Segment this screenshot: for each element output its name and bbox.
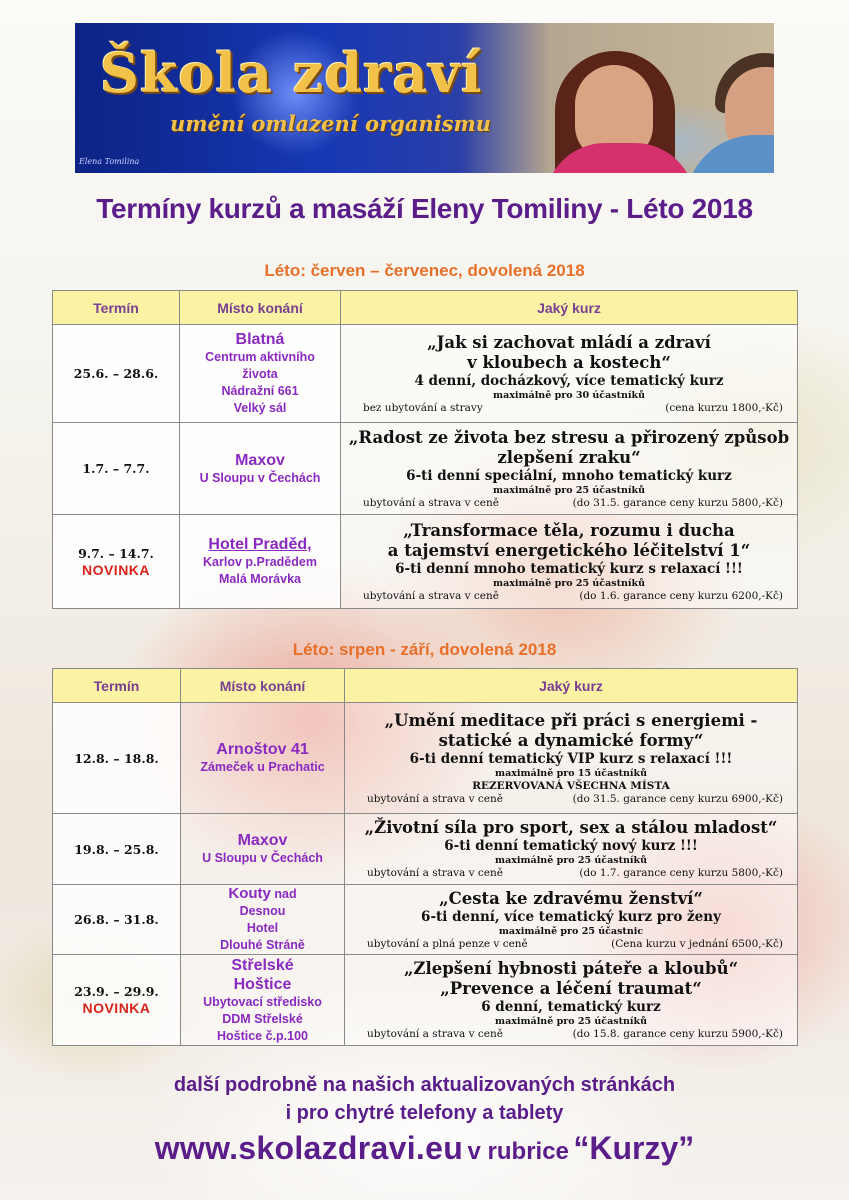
header-term: Termín [53,291,180,325]
website-link[interactable]: www.skolazdravi.eu [154,1130,464,1166]
course-type: 6 denní, tematický kurz [481,999,661,1015]
course-type: 6-ti denní speciální, mnoho tematický kurz [406,467,732,484]
course-capacity: maximálně pro 25 účastníků [493,484,645,496]
table-row [53,515,798,609]
course-cell [345,955,798,1046]
course-price: (do 1.7. garance ceny kurzu 5800,-Kč) [579,867,783,879]
page-title: Termíny kurzů a masáží Eleny Tomiliny - Léto 2018 [96,193,753,224]
footer-line-1: další podrobně na našich aktualizovaných stránkách [173,1074,676,1096]
place-main: Hotel Praděd, [208,536,312,553]
place-line: Velký sál [233,401,287,415]
term-text: 26.8. – 31.8. [74,912,159,927]
table-row [53,423,798,515]
logo-title: Škola zdraví [100,41,483,105]
place-main-name: Kouty [228,885,271,902]
place-line: DDM Střelské [222,1011,303,1026]
course-title-line: „Transformace těla, rozumu i ducha [403,520,735,540]
logo-subtitle: umění omlazení organismu [170,111,491,136]
header-course: Jaký kurz [341,291,798,325]
course-capacity: maximálně pro 25 účastníků [495,855,647,866]
place-main: Blatná [235,331,285,348]
course-capacity: maximálně pro 25 účastníků [495,1016,647,1027]
course-price: (Cena kurzu v jednání 6500,-Kč) [611,937,783,950]
place-line: Ubytovací středisko [203,994,322,1009]
course-price-line [345,793,797,806]
place-line: Dlouhé Stráně [220,938,305,952]
course-cell [341,325,798,423]
course-accommodation: bez ubytování a stravy [363,401,483,414]
place-main: Arnoštov 41 [216,741,309,758]
course-cell [341,515,798,609]
term-cell [53,955,181,1046]
term-text: 12.8. – 18.8. [74,750,159,766]
course-accommodation: ubytování a strava v ceně [367,1028,503,1040]
place-main: Střelské [231,956,294,974]
section-title-summer-2: Léto: srpen - září, dovolená 2018 [292,640,557,659]
course-title-line: „Cesta ke zdravému ženství“ [439,888,703,908]
place-line: Hoštice č.p.100 [216,1028,308,1043]
place-cell [181,703,345,814]
course-type: 4 denní, docházkový, více tematický kurz [414,372,724,389]
course-price: (do 31.5. garance ceny kurzu 5800,-Kč) [572,496,783,509]
course-title-line: zlepšení zraku“ [497,447,641,467]
header-banner [75,23,774,173]
course-price-line [341,402,797,415]
table-row [53,814,798,885]
course-title-line: v kloubech a kostech“ [467,352,671,372]
table-header-row [53,291,798,325]
term-cell [53,325,180,423]
new-badge: NOVINKA [82,1000,151,1016]
place-main: Maxov [237,832,288,849]
place-cell [180,423,341,515]
header-term: Termín [53,669,181,703]
place-cell [181,955,345,1046]
place-line: Karlov p.Pradědem [203,555,317,569]
course-title-line: statické a dynamické formy“ [438,730,704,750]
term-cell [53,703,181,814]
course-price: (do 1.6. garance ceny kurzu 6200,-Kč) [579,589,783,602]
schedule-table-2 [52,668,798,1046]
course-accommodation: ubytování a strava v ceně [367,792,503,805]
course-title-line: „Jak si zachovat mládí a zdraví [427,332,711,352]
course-title-line: „Zlepšení hybnosti páteře a kloubů“ [403,959,739,978]
course-cell [341,423,798,515]
course-type: 6-ti denní, více tematický kurz pro ženy [421,908,721,925]
course-capacity: maximálně pro 25 účastníků [493,577,645,589]
place-main-2: Hoštice [233,975,292,993]
place-cell [180,515,341,609]
course-capacity: maximálně pro 30 účastníků [493,389,645,401]
course-accommodation: ubytování a plná penze v ceně [367,937,528,950]
place-main [181,885,344,903]
course-price: (do 15.8. garance ceny kurzu 5900,-Kč) [572,1028,783,1040]
place-line: Hotel [246,921,279,935]
section-title-summer-1: Léto: červen – červenec, dovolená 2018 [264,261,585,280]
term-cell [53,423,180,515]
footer-url-line [0,1130,849,1167]
course-title-line: „Prevence a léčení traumat“ [440,979,702,998]
course-capacity: maximálně pro 15 účastníků [495,767,647,779]
new-badge: NOVINKA [81,561,151,578]
course-title-line: a tajemství energetického léčitelství 1“ [387,540,751,560]
place-cell [181,885,345,955]
course-price: (cena kurzu 1800,-Kč) [665,401,783,414]
footer-section-name: “Kurzy” [573,1130,695,1166]
term-cell [53,814,181,885]
term-cell [53,885,181,955]
header-place: Místo konání [181,669,345,703]
course-type: 6-ti denní tematický VIP kurz s relaxací !!! [409,750,733,767]
table-row [53,955,798,1046]
place-main-suffix: nad [274,887,297,901]
place-main: Maxov [235,451,285,469]
place-line: života [242,367,278,381]
course-title-line: „Životní síla pro sport, sex a stálou mladost“ [364,818,778,837]
course-price-line [345,867,797,880]
term-text: 19.8. – 25.8. [74,841,159,857]
schedule-table-1 [52,290,798,609]
place-line: Nádražní 661 [221,384,299,398]
course-title-line: „Umění meditace při práci s energiemi - [384,710,758,730]
course-price-line [341,497,797,510]
term-text: 1.7. – 7.7. [82,461,150,476]
course-price-line [341,590,797,603]
table-row [53,703,798,814]
place-line: Malá Morávka [219,572,301,586]
place-cell [180,325,341,423]
place-line: Centrum aktivního [205,350,315,364]
footer-line-2: i pro chytré telefony a tablety [285,1102,564,1124]
term-text: 25.6. – 28.6. [73,366,159,381]
term-text: 9.7. – 14.7. [78,545,154,561]
course-cell [345,703,798,814]
header-course: Jaký kurz [345,669,798,703]
course-price-line [345,1028,797,1041]
course-price: (do 31.5. garance ceny kurzu 6900,-Kč) [572,792,783,805]
place-cell [181,814,345,885]
person-man-body [685,135,774,173]
table-row [53,885,798,955]
table-header-row [53,669,798,703]
term-cell [53,515,180,609]
course-reserved: REZERVOVANÁ VŠECHNA MÍSTA [472,779,670,792]
course-cell [345,885,798,955]
place-line: Zámeček u Prachatic [200,760,325,774]
course-cell [345,814,798,885]
term-text: 23.9. – 29.9. [74,984,159,999]
course-accommodation: ubytování a strava v ceně [363,496,499,509]
place-line: U Sloupu v Čechách [202,851,323,865]
course-type: 6-ti denní mnoho tematický kurz s relaxací !!! [395,560,743,577]
table-row [53,325,798,423]
course-accommodation: ubytování a strava v ceně [367,867,503,879]
logo-signature: Elena Tomilina [79,157,140,166]
place-line: Desnou [239,904,286,918]
course-accommodation: ubytování a strava v ceně [363,589,499,602]
course-type: 6-ti denní tematický nový kurz !!! [444,838,698,854]
footer-mid-text: v rubrice [467,1138,569,1165]
footer-info [0,1071,849,1127]
course-capacity: maximálně pro 25 účastnic [498,925,644,937]
course-title-line: „Radost ze života bez stresu a přirozený způsob [348,427,790,447]
place-line: U Sloupu v Čechách [199,470,321,485]
course-price-line [345,938,797,951]
header-place: Místo konání [180,291,341,325]
